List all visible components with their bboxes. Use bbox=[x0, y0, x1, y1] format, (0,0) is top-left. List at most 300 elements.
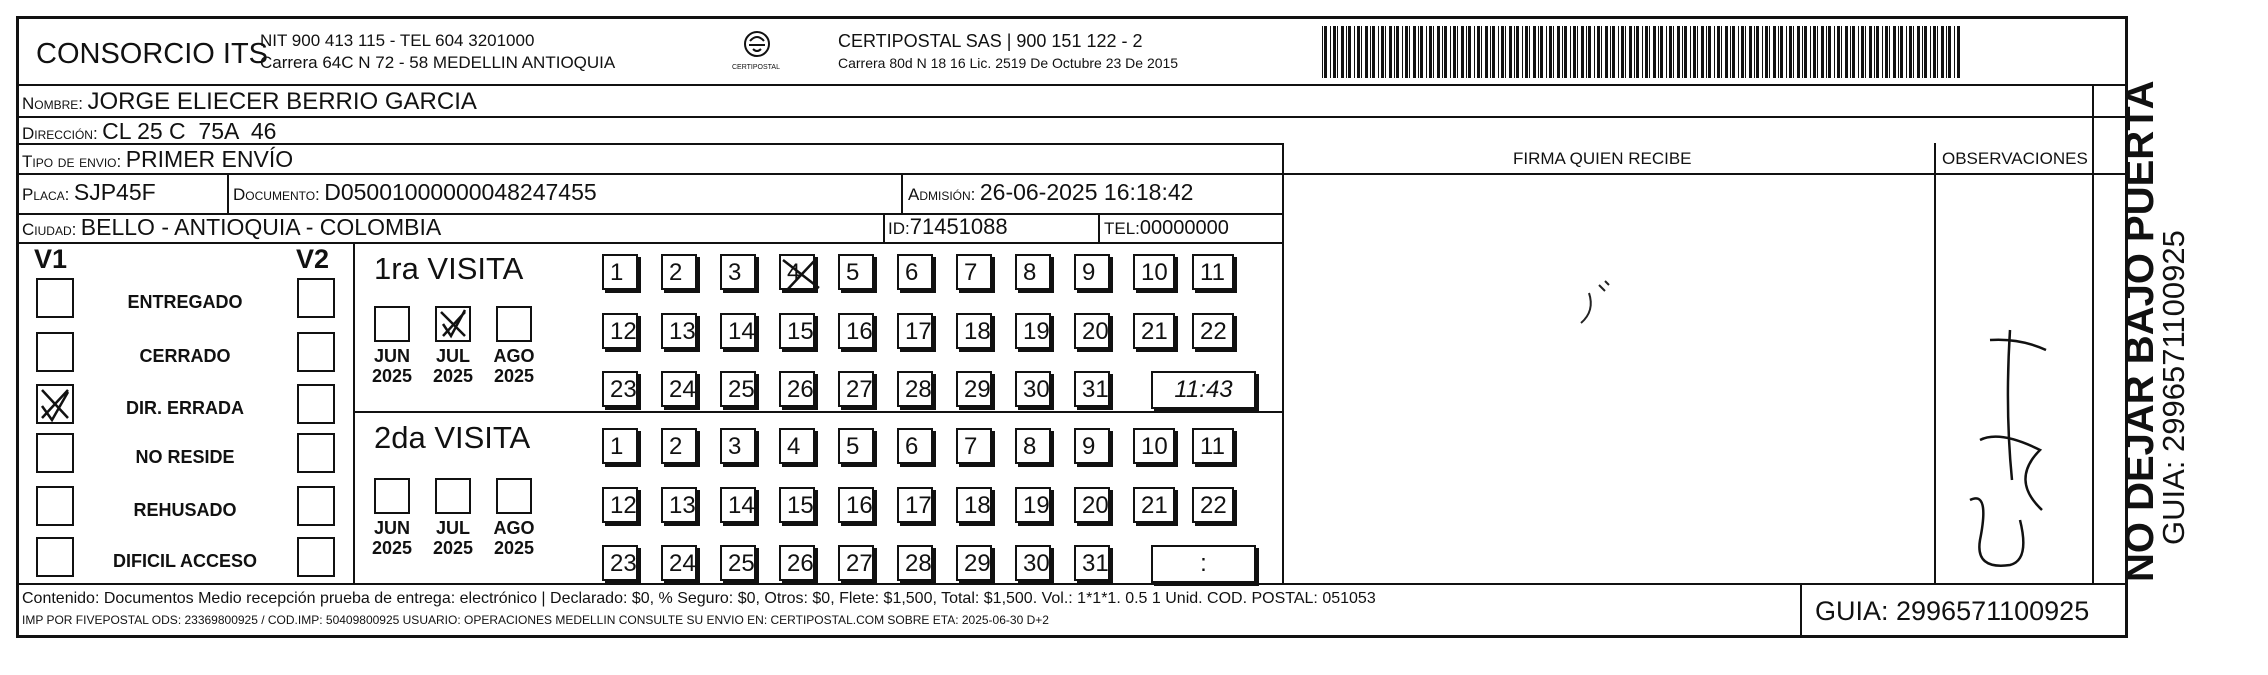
barcode-bar bbox=[1913, 26, 1914, 78]
barcode-bar bbox=[1730, 26, 1731, 78]
barcode-bar bbox=[1442, 26, 1443, 78]
barcode-bar bbox=[1693, 26, 1696, 78]
company-address: Carrera 64C N 72 - 58 MEDELLIN ANTIOQUIA bbox=[260, 53, 616, 72]
admision-label: Admisión: bbox=[908, 185, 976, 204]
month-label: JUL bbox=[435, 518, 470, 538]
barcode-bar bbox=[1581, 26, 1584, 78]
barcode-bar bbox=[1861, 26, 1864, 78]
barcode-bar bbox=[1618, 26, 1619, 78]
day-box[interactable]: 18 bbox=[956, 313, 992, 349]
barcode-bar bbox=[1725, 26, 1728, 78]
barcode-bar bbox=[1745, 26, 1746, 78]
observaciones-header: OBSERVACIONES bbox=[1942, 149, 2088, 168]
v1-checkbox[interactable] bbox=[36, 384, 74, 424]
barcode-bar bbox=[1653, 26, 1656, 78]
barcode-bar bbox=[1717, 26, 1720, 78]
v2-checkbox[interactable] bbox=[297, 433, 335, 473]
barcode-bar bbox=[1708, 26, 1711, 78]
barcode-bar bbox=[1522, 26, 1523, 78]
barcode-bar bbox=[1841, 26, 1842, 78]
v2-checkbox[interactable] bbox=[297, 332, 335, 372]
admision-value: 26-06-2025 16:18:42 bbox=[979, 179, 1194, 205]
barcode-bar bbox=[1684, 26, 1687, 78]
signature-mark bbox=[1575, 265, 1615, 335]
barcode-bar bbox=[1621, 26, 1624, 78]
ciudad-row bbox=[22, 216, 441, 239]
barcode-bar bbox=[1549, 26, 1552, 78]
day-box[interactable]: 17 bbox=[897, 313, 933, 349]
day-box[interactable]: 24 bbox=[661, 545, 697, 581]
barcode-bar bbox=[1413, 26, 1416, 78]
month-label: AGO bbox=[493, 346, 535, 366]
barcode-bar bbox=[1378, 26, 1379, 78]
firma-header: FIRMA QUIEN RECIBE bbox=[1513, 149, 1692, 168]
barcode-bar bbox=[1900, 26, 1903, 78]
barcode-bar bbox=[1924, 26, 1927, 78]
company-nit: NIT 900 413 115 - TEL 604 3201000 bbox=[260, 31, 535, 50]
barcode-bar bbox=[1485, 26, 1488, 78]
barcode-bar bbox=[1396, 26, 1399, 78]
barcode-bar bbox=[1828, 26, 1831, 78]
barcode-bar bbox=[1837, 26, 1840, 78]
barcode-bar bbox=[1474, 26, 1475, 78]
tipo-label: Tipo de envio: bbox=[22, 152, 122, 171]
barcode-bar bbox=[1636, 26, 1639, 78]
day-box[interactable]: 5 bbox=[838, 428, 874, 464]
barcode-bar bbox=[1749, 26, 1752, 78]
barcode-bar bbox=[1405, 26, 1408, 78]
logo-caption: CERTIPOSTAL bbox=[732, 64, 780, 71]
month-caption bbox=[364, 518, 420, 558]
check-mark-icon bbox=[38, 386, 72, 422]
v2-checkbox[interactable] bbox=[297, 278, 335, 318]
id-label: ID: bbox=[888, 219, 910, 238]
ciudad-value: BELLO - ANTIOQUIA - COLOMBIA bbox=[80, 214, 442, 240]
month-caption bbox=[364, 346, 420, 386]
barcode-bar bbox=[1738, 26, 1739, 78]
day-box[interactable]: 1 bbox=[602, 428, 638, 464]
barcode-bar bbox=[1540, 26, 1543, 78]
barcode-bar bbox=[1573, 26, 1576, 78]
barcode-bar bbox=[1682, 26, 1683, 78]
barcode-bar bbox=[1457, 26, 1458, 78]
day-box[interactable]: 13 bbox=[661, 313, 697, 349]
barcode-bar bbox=[1605, 26, 1608, 78]
day-box[interactable]: 4 bbox=[779, 428, 815, 464]
barcode-bar bbox=[1826, 26, 1827, 78]
month-checkbox[interactable] bbox=[496, 306, 532, 342]
barcode-bar bbox=[1889, 26, 1890, 78]
barcode-bar bbox=[1557, 26, 1560, 78]
day-box[interactable]: 26 bbox=[779, 545, 815, 581]
barcode-bar bbox=[1706, 26, 1707, 78]
carrier-address: Carrera 80d N 18 16 Lic. 2519 De Octubre 23 De 2015 bbox=[838, 55, 1179, 71]
day-box[interactable]: 15 bbox=[779, 487, 815, 523]
month-label: AGO bbox=[493, 518, 535, 538]
v1-label: V1 bbox=[34, 244, 68, 274]
barcode-bar bbox=[1570, 26, 1571, 78]
barcode-bar bbox=[1426, 26, 1427, 78]
barcode-bar bbox=[1577, 26, 1578, 78]
day-box[interactable]: 28 bbox=[897, 371, 933, 407]
v1-checkbox[interactable] bbox=[36, 486, 74, 526]
side-notice: NO DEJAR BAJO PUERTA bbox=[2118, 80, 2162, 582]
barcode-bar bbox=[1645, 26, 1648, 78]
barcode-bar bbox=[1852, 26, 1855, 78]
day-box[interactable]: 4 bbox=[779, 254, 815, 290]
barcode-bar bbox=[1876, 26, 1879, 78]
day-box[interactable]: 13 bbox=[661, 487, 697, 523]
barcode-bar bbox=[1673, 26, 1674, 78]
day-box[interactable]: 26 bbox=[779, 371, 815, 407]
barcode-bar bbox=[1769, 26, 1770, 78]
v2-checkbox[interactable] bbox=[297, 486, 335, 526]
day-box[interactable]: 11 bbox=[1192, 254, 1234, 290]
day-box[interactable]: 2 bbox=[661, 428, 697, 464]
side-guia: GUIA: 2996571100925 bbox=[2156, 230, 2191, 545]
id-value: 71451088 bbox=[909, 214, 1008, 239]
barcode-bar bbox=[1490, 26, 1491, 78]
status-label: REHUSADO bbox=[133, 500, 237, 520]
day-box[interactable]: 29 bbox=[956, 545, 992, 581]
barcode-bar bbox=[1937, 26, 1938, 78]
barcode-bar bbox=[1649, 26, 1650, 78]
day-box[interactable]: 19 bbox=[1015, 487, 1051, 523]
day-box[interactable]: 23 bbox=[602, 371, 638, 407]
month-caption bbox=[425, 346, 481, 386]
day-box[interactable]: 31 bbox=[1074, 545, 1110, 581]
day-box[interactable]: 14 bbox=[720, 313, 756, 349]
v1-checkbox[interactable] bbox=[36, 537, 74, 577]
month-checkbox[interactable] bbox=[374, 478, 410, 514]
visit2-title: 2da VISITA bbox=[374, 420, 531, 455]
month-checkbox[interactable] bbox=[435, 306, 471, 342]
barcode-bar bbox=[1381, 26, 1384, 78]
month-caption bbox=[486, 346, 542, 386]
barcode-bar bbox=[1909, 26, 1912, 78]
barcode-bar bbox=[1697, 26, 1698, 78]
year-label: 2025 bbox=[493, 538, 535, 558]
barcode-bar bbox=[1765, 26, 1768, 78]
documento-value: D05001000000048247455 bbox=[324, 179, 597, 205]
v2-label: V2 bbox=[296, 244, 330, 274]
footer-contenido: Contenido: Documentos Medio recepción prueba de entrega: electrónico | Declarado: $0, % Seguro: $0, Otros: $0, Flete: $1,500, Total: $1,500. Vol.: 1*1*1. 0.5 1 Unid. COD. POSTAL: 051053 bbox=[22, 590, 1376, 607]
barcode-bar bbox=[1917, 26, 1920, 78]
barcode-bar bbox=[1361, 26, 1362, 78]
direccion-value: CL 25 C 75A 46 bbox=[102, 118, 277, 144]
barcode-bar bbox=[1525, 26, 1528, 78]
barcode-bar bbox=[1346, 26, 1347, 78]
barcode-bar bbox=[1690, 26, 1691, 78]
barcode-bar bbox=[1802, 26, 1803, 78]
barcode-bar bbox=[1906, 26, 1907, 78]
month-label: JUN bbox=[373, 518, 410, 538]
barcode-bar bbox=[1732, 26, 1735, 78]
year-label: 2025 bbox=[371, 538, 413, 558]
day-box[interactable]: 30 bbox=[1015, 371, 1051, 407]
visit-time[interactable]: : bbox=[1151, 545, 1256, 583]
tel-label: TEL: bbox=[1104, 219, 1140, 238]
barcode-bar bbox=[1370, 26, 1371, 78]
day-box[interactable]: 11 bbox=[1192, 428, 1234, 464]
barcode-bar bbox=[1538, 26, 1539, 78]
day-box[interactable]: 16 bbox=[838, 487, 874, 523]
day-box[interactable]: 24 bbox=[661, 371, 697, 407]
year-label: 2025 bbox=[493, 366, 535, 386]
barcode-bar bbox=[1813, 26, 1816, 78]
footer-imp: IMP POR FIVEPOSTAL ODS: 23369800925 / COD.IMP: 50409800925 USUARIO: OPERACIONES MEDELLIN CONSULTE SU ENVIO EN: CERTIPOSTAL.COM SOBRE ETA: 2025-06-30 D+2 bbox=[22, 613, 1049, 627]
visit1-title: 1ra VISITA bbox=[374, 251, 524, 286]
day-box[interactable]: 10 bbox=[1133, 428, 1175, 464]
month-checkbox[interactable] bbox=[374, 306, 410, 342]
day-box[interactable]: 22 bbox=[1192, 313, 1234, 349]
barcode-bar bbox=[1625, 26, 1626, 78]
barcode-bar bbox=[1793, 26, 1794, 78]
barcode-bar bbox=[1333, 26, 1336, 78]
barcode-bar bbox=[1797, 26, 1800, 78]
admision-row bbox=[908, 181, 1193, 204]
day-box[interactable]: 18 bbox=[956, 487, 992, 523]
day-box[interactable]: 16 bbox=[838, 313, 874, 349]
day-box[interactable]: 7 bbox=[956, 254, 992, 290]
barcode-bar bbox=[1492, 26, 1495, 78]
barcode-bar bbox=[1498, 26, 1499, 78]
barcode-bar bbox=[1505, 26, 1506, 78]
day-box[interactable]: 25 bbox=[720, 545, 756, 581]
barcode-bar bbox=[1450, 26, 1451, 78]
day-box[interactable]: 3 bbox=[720, 254, 756, 290]
barcode-bar bbox=[1564, 26, 1567, 78]
barcode-bar bbox=[1481, 26, 1482, 78]
carrier-name: CERTIPOSTAL SAS | 900 151 122 - 2 bbox=[838, 31, 1143, 51]
v2-checkbox[interactable] bbox=[297, 537, 335, 577]
barcode-bar bbox=[1893, 26, 1896, 78]
day-box[interactable]: 2 bbox=[661, 254, 697, 290]
barcode-bar bbox=[1394, 26, 1395, 78]
barcode-bar bbox=[1933, 26, 1936, 78]
v1-checkbox[interactable] bbox=[36, 433, 74, 473]
barcode-bar bbox=[1501, 26, 1504, 78]
barcode-bar bbox=[1409, 26, 1410, 78]
barcode-bar bbox=[1741, 26, 1744, 78]
cross-mark-icon bbox=[781, 256, 821, 292]
day-box[interactable]: 17 bbox=[897, 487, 933, 523]
day-box[interactable]: 8 bbox=[1015, 254, 1051, 290]
day-box[interactable]: 7 bbox=[956, 428, 992, 464]
status-label: NO RESIDE bbox=[135, 447, 235, 467]
barcode-bar bbox=[1780, 26, 1783, 78]
barcode-bar bbox=[1882, 26, 1883, 78]
barcode-bar bbox=[1429, 26, 1432, 78]
barcode-bar bbox=[1354, 26, 1355, 78]
day-box[interactable]: 12 bbox=[602, 313, 638, 349]
barcode-bar bbox=[1365, 26, 1368, 78]
tel-row bbox=[1104, 218, 1229, 238]
barcode-bar bbox=[1357, 26, 1360, 78]
barcode-bar bbox=[1461, 26, 1464, 78]
day-box[interactable]: 10 bbox=[1133, 254, 1175, 290]
barcode-bar bbox=[1762, 26, 1763, 78]
barcode-bar bbox=[1562, 26, 1563, 78]
status-label: CERRADO bbox=[139, 346, 231, 366]
day-box[interactable]: 31 bbox=[1074, 371, 1110, 407]
day-box[interactable]: 25 bbox=[720, 371, 756, 407]
day-box[interactable]: 20 bbox=[1074, 487, 1110, 523]
barcode-bar bbox=[1477, 26, 1480, 78]
status-label: DIR. ERRADA bbox=[125, 398, 244, 418]
barcode-bar bbox=[1597, 26, 1600, 78]
barcode-bar bbox=[1468, 26, 1471, 78]
day-box[interactable]: 1 bbox=[602, 254, 638, 290]
barcode-bar bbox=[1865, 26, 1866, 78]
year-label: 2025 bbox=[432, 366, 474, 386]
month-checkbox[interactable] bbox=[496, 478, 532, 514]
barcode-bar bbox=[1341, 26, 1344, 78]
day-box[interactable]: 22 bbox=[1192, 487, 1234, 523]
day-box[interactable]: 6 bbox=[897, 254, 933, 290]
barcode-bar bbox=[1946, 26, 1947, 78]
documento-row bbox=[233, 181, 597, 204]
barcode-bar bbox=[1629, 26, 1632, 78]
barcode-bar bbox=[1821, 26, 1824, 78]
barcode-bar bbox=[1756, 26, 1759, 78]
barcode-bar bbox=[1817, 26, 1818, 78]
barcode-bar bbox=[1778, 26, 1779, 78]
barcode-bar bbox=[1957, 26, 1960, 78]
day-box[interactable]: 6 bbox=[897, 428, 933, 464]
barcode-bar bbox=[1954, 26, 1955, 78]
barcode-bar bbox=[1850, 26, 1851, 78]
v1-checkbox[interactable] bbox=[36, 278, 74, 318]
day-box[interactable]: 9 bbox=[1074, 254, 1110, 290]
day-box[interactable]: 27 bbox=[838, 545, 874, 581]
day-box[interactable]: 15 bbox=[779, 313, 815, 349]
barcode-bar bbox=[1402, 26, 1403, 78]
barcode-bar bbox=[1858, 26, 1859, 78]
barcode-bar bbox=[1773, 26, 1776, 78]
placa-value: SJP45F bbox=[73, 179, 156, 205]
barcode-bar bbox=[1898, 26, 1899, 78]
tipo-value: PRIMER ENVÍO bbox=[125, 146, 294, 172]
nombre-row bbox=[22, 90, 477, 114]
barcode-bar bbox=[1804, 26, 1807, 78]
barcode-bar bbox=[1869, 26, 1872, 78]
barcode-bar bbox=[1789, 26, 1792, 78]
barcode-bar bbox=[1834, 26, 1835, 78]
month-label: JUL bbox=[435, 346, 470, 366]
barcode-bar bbox=[1389, 26, 1392, 78]
barcode-bar bbox=[1845, 26, 1848, 78]
barcode-bar bbox=[1714, 26, 1715, 78]
documento-label: Documento: bbox=[233, 185, 320, 204]
day-box[interactable]: 28 bbox=[897, 545, 933, 581]
month-caption bbox=[486, 518, 542, 558]
barcode-bar bbox=[1594, 26, 1595, 78]
barcode-bar bbox=[1348, 26, 1351, 78]
barcode-bar bbox=[1922, 26, 1923, 78]
barcode-bar bbox=[1810, 26, 1811, 78]
v1-checkbox[interactable] bbox=[36, 332, 74, 372]
day-box[interactable]: 27 bbox=[838, 371, 874, 407]
barcode-bar bbox=[1330, 26, 1331, 78]
day-box[interactable]: 23 bbox=[602, 545, 638, 581]
day-box[interactable]: 30 bbox=[1015, 545, 1051, 581]
barcode-bar bbox=[1466, 26, 1467, 78]
day-box[interactable]: 19 bbox=[1015, 313, 1051, 349]
day-box[interactable]: 29 bbox=[956, 371, 992, 407]
month-label: JUN bbox=[373, 346, 410, 366]
barcode-bar bbox=[1601, 26, 1602, 78]
barcode-bar bbox=[1930, 26, 1931, 78]
barcode-bar bbox=[1509, 26, 1512, 78]
barcode-bar bbox=[1553, 26, 1554, 78]
day-box[interactable]: 9 bbox=[1074, 428, 1110, 464]
day-box[interactable]: 14 bbox=[720, 487, 756, 523]
id-row bbox=[888, 216, 1008, 238]
tipo-row bbox=[22, 148, 293, 171]
barcode-bar bbox=[1437, 26, 1440, 78]
day-box[interactable]: 21 bbox=[1133, 487, 1175, 523]
day-box[interactable]: 5 bbox=[838, 254, 874, 290]
barcode-bar bbox=[1658, 26, 1659, 78]
barcode-bar bbox=[1433, 26, 1434, 78]
barcode-bar bbox=[1322, 26, 1323, 78]
barcode-bar bbox=[1514, 26, 1515, 78]
barcode-bar bbox=[1786, 26, 1787, 78]
barcode-bar bbox=[1660, 26, 1663, 78]
barcode-bar bbox=[1948, 26, 1951, 78]
barcode-bar bbox=[1634, 26, 1635, 78]
barcode-bar bbox=[1642, 26, 1643, 78]
barcode-bar bbox=[1610, 26, 1611, 78]
barcode-bar bbox=[1533, 26, 1536, 78]
tel-value: 00000000 bbox=[1139, 217, 1229, 239]
barcode-bar bbox=[1418, 26, 1419, 78]
barcode-bar bbox=[1420, 26, 1423, 78]
barcode-bar bbox=[1372, 26, 1375, 78]
barcode-bar bbox=[1529, 26, 1530, 78]
barcode-bar bbox=[1324, 26, 1327, 78]
barcode-bar bbox=[1546, 26, 1547, 78]
v2-checkbox[interactable] bbox=[297, 384, 335, 424]
day-box[interactable]: 21 bbox=[1133, 313, 1175, 349]
barcode-bar bbox=[1701, 26, 1704, 78]
status-label: DIFICIL ACCESO bbox=[112, 551, 257, 571]
visit-time[interactable]: 11:43 bbox=[1151, 371, 1256, 409]
barcode-bar bbox=[1385, 26, 1386, 78]
observation-handwriting bbox=[1950, 320, 2070, 585]
barcode-bar bbox=[1874, 26, 1875, 78]
barcode-bar bbox=[1586, 26, 1587, 78]
barcode-bar bbox=[1885, 26, 1888, 78]
barcode-bar bbox=[1669, 26, 1672, 78]
day-box[interactable]: 20 bbox=[1074, 313, 1110, 349]
barcode-bar bbox=[1941, 26, 1944, 78]
barcode-bar bbox=[1721, 26, 1722, 78]
month-caption bbox=[425, 518, 481, 558]
day-box[interactable]: 12 bbox=[602, 487, 638, 523]
ciudad-label: Ciudad: bbox=[22, 220, 77, 239]
day-box[interactable]: 3 bbox=[720, 428, 756, 464]
month-checkbox[interactable] bbox=[435, 478, 471, 514]
direccion-row bbox=[22, 120, 276, 143]
day-box[interactable]: 8 bbox=[1015, 428, 1051, 464]
barcode-bar bbox=[1612, 26, 1615, 78]
check-mark-icon bbox=[437, 308, 469, 340]
nombre-label: Nombre: bbox=[22, 94, 84, 113]
footer-guia: GUIA: 2996571100925 bbox=[1815, 596, 2090, 626]
placa-row bbox=[22, 181, 156, 204]
